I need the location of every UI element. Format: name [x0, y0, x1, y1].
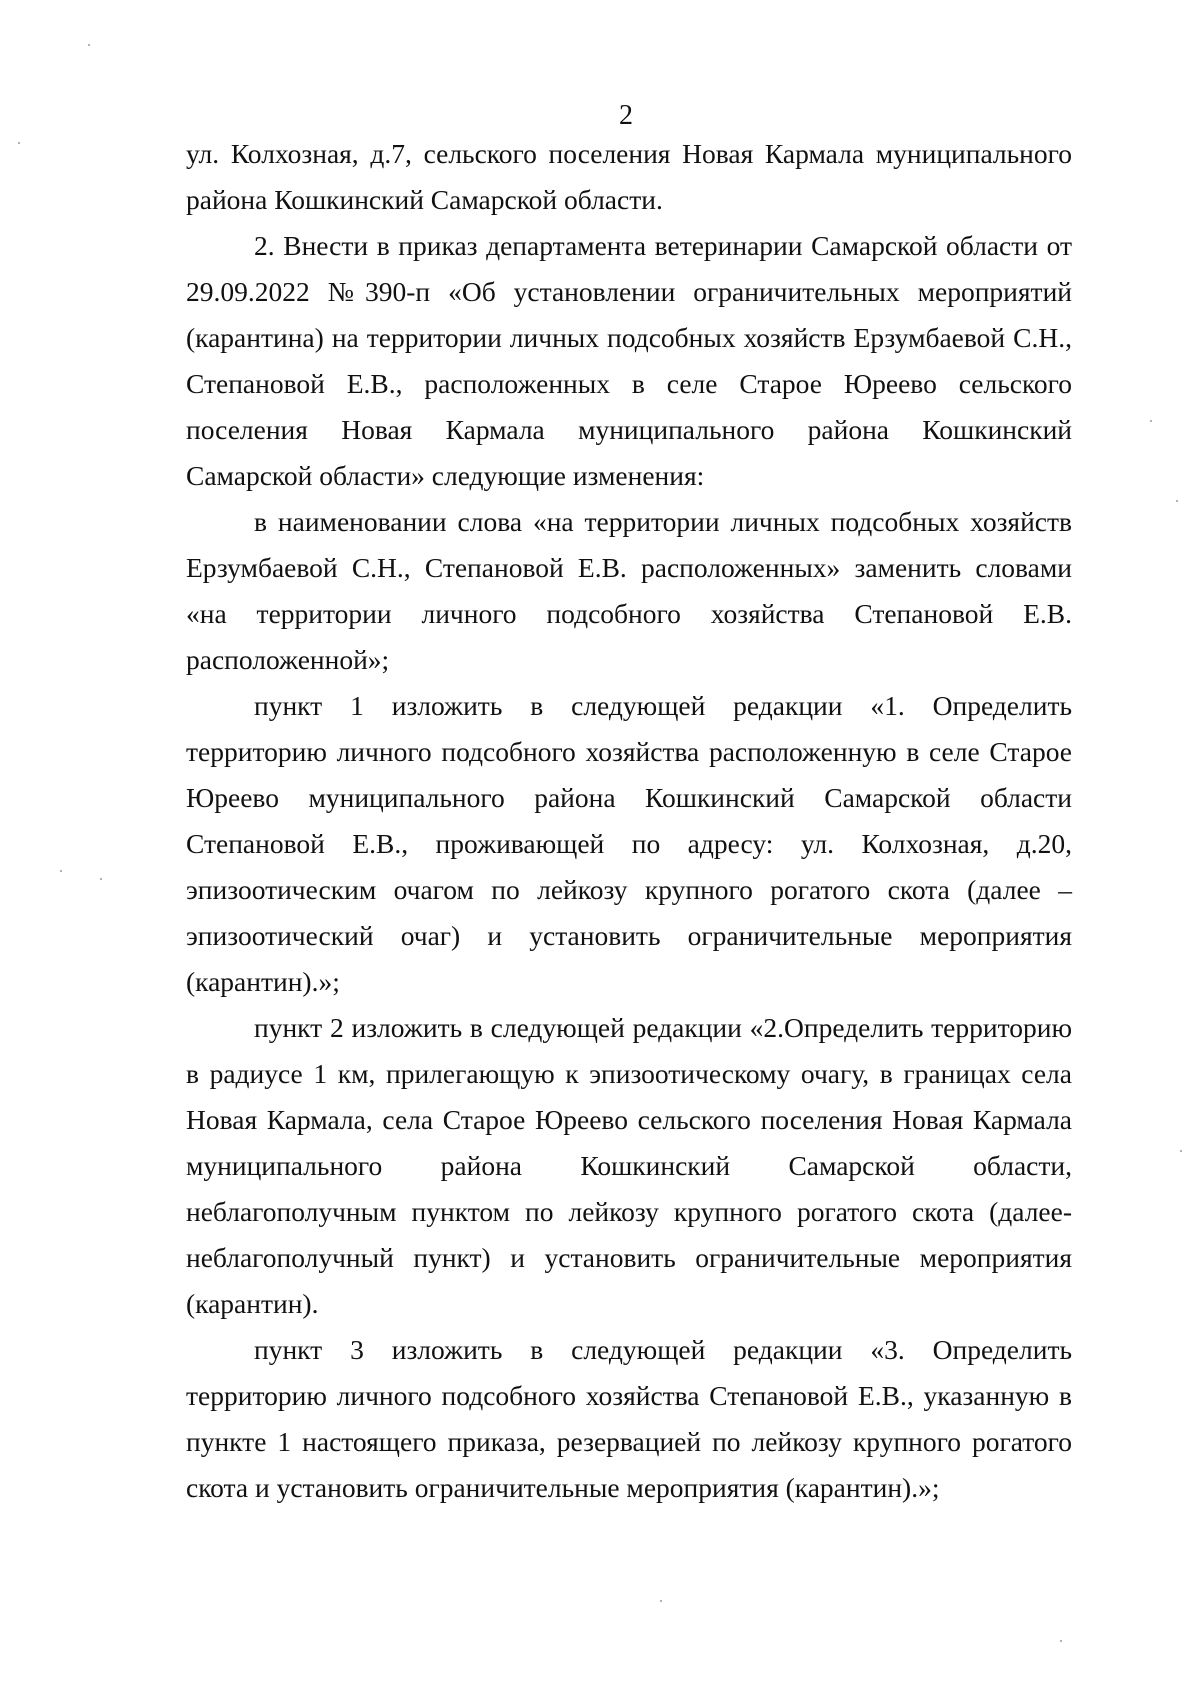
scan-speck — [1060, 1640, 1062, 1642]
paragraph-point-1: пункт 1 изложить в следующей редакции «1. Определить территорию личного подсобного хозяйства расположенную в селе Старое Юреево муниципального района Кошкинский Самарской области Степановой Е.В., проживающей по адресу: ул. Колхозная, д.20, эпизоотическим очагом по лейкозу крупного рогатого скота (далее – эпизоотический очаг) и установить ограничительные мероприятия (карантин).»; — [186, 690, 1072, 997]
paragraph-address-continuation: ул. Колхозная, д.7, сельского поселения Новая Кармала муниципального района Кошкинский Самарской области. — [186, 138, 1072, 215]
scan-speck — [660, 1600, 662, 1602]
paragraph-item-2-amend-order: 2. Внести в приказ департамента ветеринарии Самарской области от 29.09.2022 №390-п «Об установлении ограничительных мероприятий (карантина) на территории личных подсобных хозяйств Ерзумбаевой С.Н., Степановой Е.В., расположенных в селе Старое Юреево сельского поселения Новая Кармала муниципального района Кошкинский Самарской области» следующие изменения: — [186, 230, 1072, 491]
scan-speck — [88, 44, 90, 46]
page-number: 2 — [619, 100, 633, 131]
scan-speck — [1150, 420, 1152, 422]
paragraph-point-2: пункт 2 изложить в следующей редакции «2.Определить территорию в радиусе 1 км, прилегающую к эпизоотическому очагу, в границах села Новая Кармала, села Старое Юреево сельского поселения Новая Кармала муниципального района Кошкинский Самарской области, неблагополучным пунктом по лейкозу крупного рогатого скота (далее-неблагополучный пункт) и установить ограничительные мероприятия (карантин). — [186, 1012, 1072, 1319]
scan-speck — [60, 870, 62, 872]
paragraph-point-3: пункт 3 изложить в следующей редакции «3. Определить территорию личного подсобного хозяйства Степановой Е.В., указанную в пункте 1 настоящего приказа, резервацией по лейкозу крупного рогатого скота и установить ограничительные мероприятия (карантин).»; — [186, 1334, 1072, 1503]
paragraph-naming-change: в наименовании слова «на территории личных подсобных хозяйств Ерзумбаевой С.Н., Степановой Е.В. расположенных» заменить словами «на территории личного подсобного хозяйства Степановой Е.В. расположенной»; — [186, 506, 1072, 675]
scan-speck — [1180, 1150, 1182, 1152]
scan-speck — [1176, 500, 1178, 502]
scan-speck — [100, 878, 102, 880]
document-body — [186, 131, 1072, 1511]
scan-speck — [18, 142, 20, 144]
